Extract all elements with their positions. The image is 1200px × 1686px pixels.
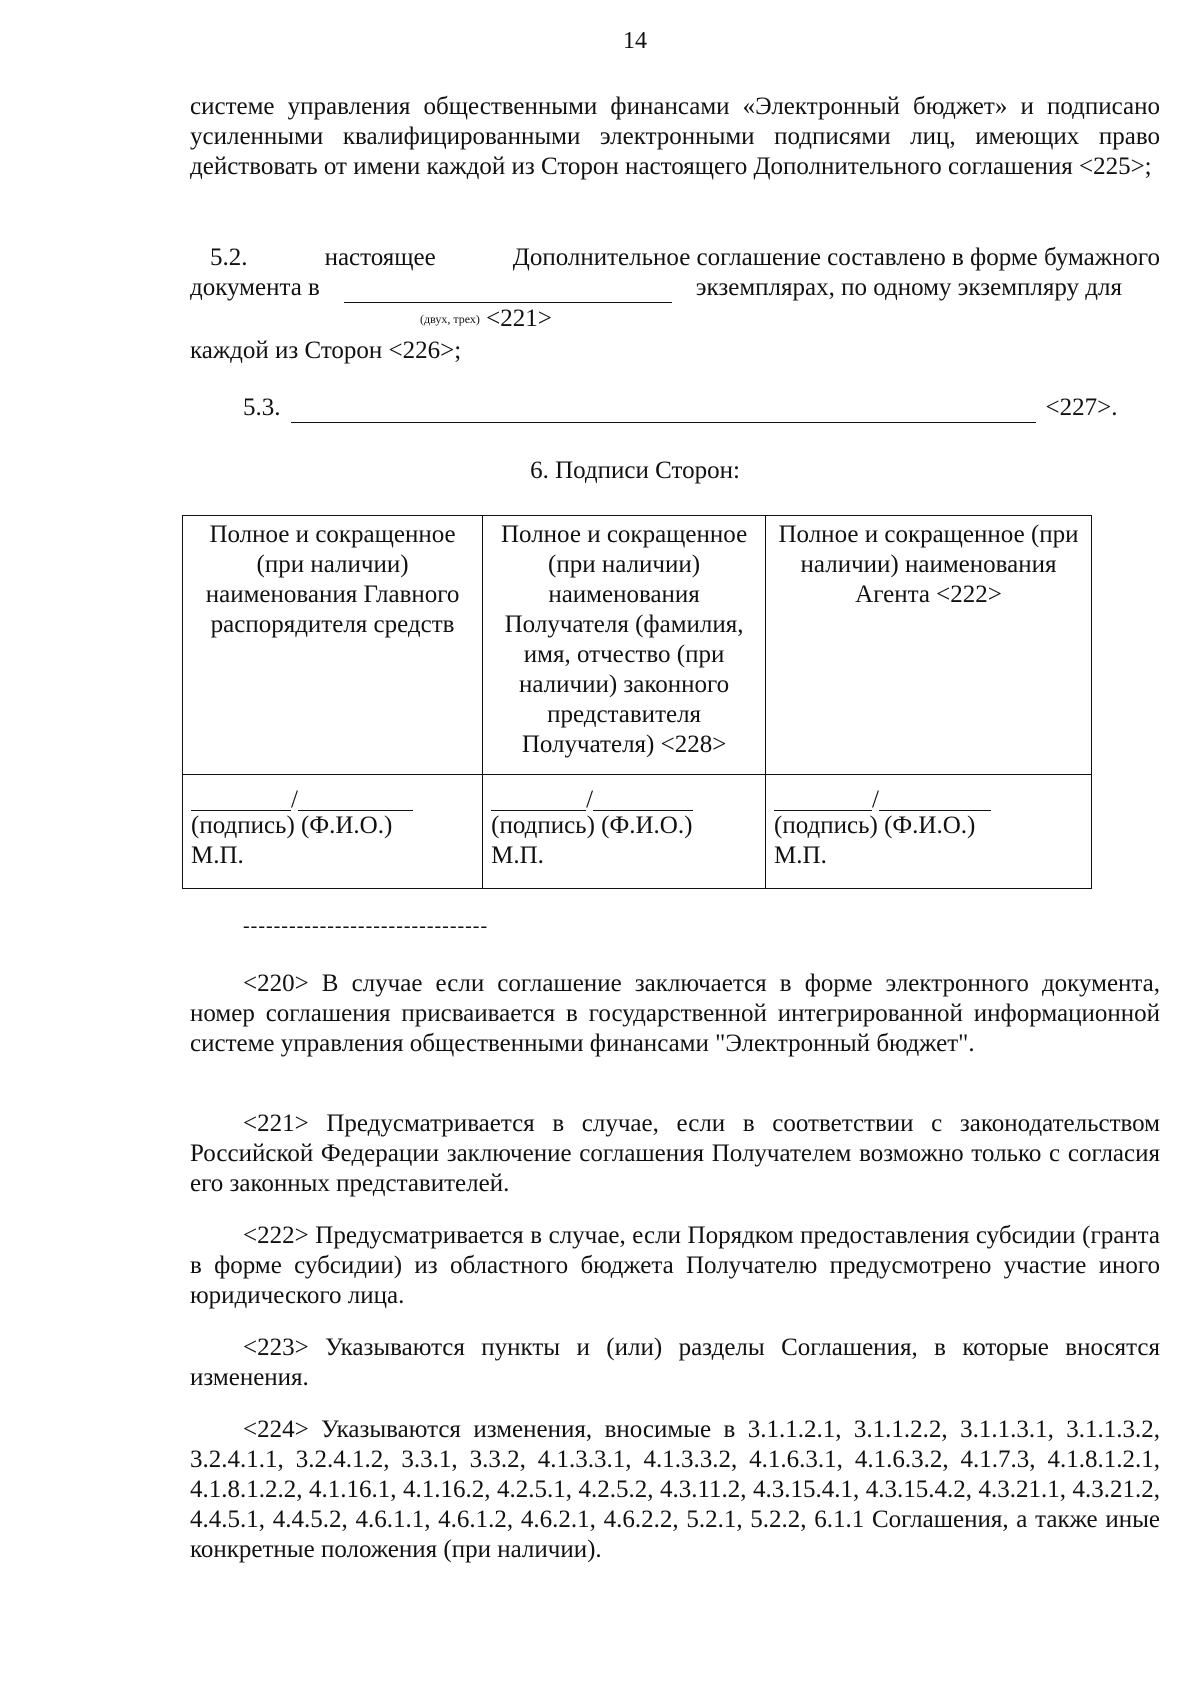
signature-cell-main-manager (183, 775, 483, 889)
signature-field[interactable] (491, 790, 586, 811)
footnote-220: <220> В случае если соглашение заключается в форме электронного документа, номер соглашения присваивается в государственной интегрированной информационной системе управления общественными финансами "Электронный бюджет". (190, 970, 1160, 1057)
item-5-3 (243, 393, 1117, 423)
signature-caption: (подпись) (Ф.И.О.) (774, 812, 976, 839)
signature-table-header-row (183, 516, 1092, 775)
item-5-2-line1 (190, 243, 1160, 273)
header-main-manager: Полное и сокращенное (при наличии) наименования Главного распорядителя средств (183, 516, 483, 775)
item-5-2-line3: каждой из Сторон <226>; (190, 337, 462, 364)
signature-table-sign-row (183, 775, 1092, 889)
header-recipient: Полное и сокращенное (при наличии) наименования Получателя (фамилия, имя, отчество (при наличии) законного представителя Получателя) <228> (483, 516, 766, 775)
signature-table (182, 515, 1092, 889)
signature-line[interactable] (491, 781, 757, 811)
footnote-separator: -------------------------------- (243, 915, 489, 937)
section-title: 6. Подписи Сторон: (530, 457, 740, 484)
copies-hint-ref: <221> (486, 305, 552, 332)
item-5-2-number: 5.2. (210, 244, 248, 271)
item-5-2-text2-end: экземплярах, по одному экземпляру для (695, 274, 1122, 301)
signature-caption: (подпись) (Ф.И.О.) (191, 812, 393, 839)
signature-field[interactable] (774, 790, 872, 811)
name-field[interactable] (298, 790, 413, 811)
footnote-223: <223> Указываются пункты и (или) разделы Соглашения, в которые вносятся изменения. (190, 1334, 1160, 1391)
copies-hint-text: (двух, трех) (420, 312, 480, 326)
seal-caption: М.П. (491, 842, 544, 869)
footnote-221: <221> Предусматривается в случае, если в соответствии с законодательством Российской Федерации заключение соглашения Получателем возможно только с согласия его законных представителей. (190, 1110, 1160, 1197)
copies-hint (420, 304, 552, 334)
signature-slash: / (586, 786, 594, 813)
seal-caption: М.П. (191, 842, 244, 869)
signature-line[interactable] (191, 781, 474, 811)
signature-field[interactable] (191, 790, 291, 811)
item-5-3-field[interactable] (291, 400, 1036, 423)
footnote-222: <222> Предусматривается в случае, если Порядком предоставления субсидии (гранта в форме субсидии) из областного бюджета Получателю предусмотрено участие иного юридического лица. (190, 1222, 1160, 1309)
item-5-2-word: настоящее (324, 244, 436, 271)
copies-count-field[interactable] (344, 280, 672, 303)
item-5-2 (190, 243, 1160, 303)
name-field[interactable] (879, 790, 991, 811)
signature-line[interactable] (774, 781, 1083, 811)
signature-cell-recipient (483, 775, 766, 889)
item-5-3-ref: <227>. (1045, 394, 1118, 421)
seal-caption: М.П. (774, 842, 827, 869)
item-5-3-number: 5.3. (243, 394, 281, 421)
name-field[interactable] (593, 790, 693, 811)
page-number: 14 (623, 28, 647, 54)
footnote-224: <224> Указываются изменения, вносимые в 3.1.1.2.1, 3.1.1.2.2, 3.1.1.3.1, 3.1.1.3.2, 3.2.4.1.1, 3.2.4.1.2, 3.3.1, 3.3.2, 4.1.3.3.1, 4.1.3.3.2, 4.1.6.3.1, 4.1.6.3.2, 4.1.7.3, 4.1.8.1.2.1, 4.1.8.1.2.2, 4.1.16.1, 4.1.16.2, 4.2.5.1, 4.2.5.2, 4.3.11.2, 4.3.15.4.1, 4.3.15.4.2, 4.3.21.1, 4.3.21.2, 4.4.5.1, 4.4.5.2, 4.6.1.1, 4.6.1.2, 4.6.2.1, 4.6.2.2, 5.2.1, 5.2.2, 6.1.1 Соглашения, а также иные конкретные положения (при наличии). (190, 1416, 1160, 1563)
signature-caption: (подпись) (Ф.И.О.) (491, 812, 693, 839)
intro-paragraph: системе управления общественными финансами «Электронный бюджет» и подписано усиленными квалифицированными электронными подписями лиц, имеющих право действовать от имени каждой из Сторон настоящего Дополнительного соглашения <225>; (190, 93, 1160, 180)
item-5-2-line2 (190, 273, 1160, 303)
item-5-2-text2-start: документа в (190, 274, 320, 301)
signature-slash: / (872, 786, 879, 813)
item-5-2-text1: Дополнительное соглашение составлено в форме бумажного (512, 244, 1160, 271)
signature-slash: / (291, 786, 298, 813)
header-agent: Полное и сокращенное (при наличии) наименования Агента <222> (766, 516, 1092, 775)
signature-cell-agent (766, 775, 1092, 889)
